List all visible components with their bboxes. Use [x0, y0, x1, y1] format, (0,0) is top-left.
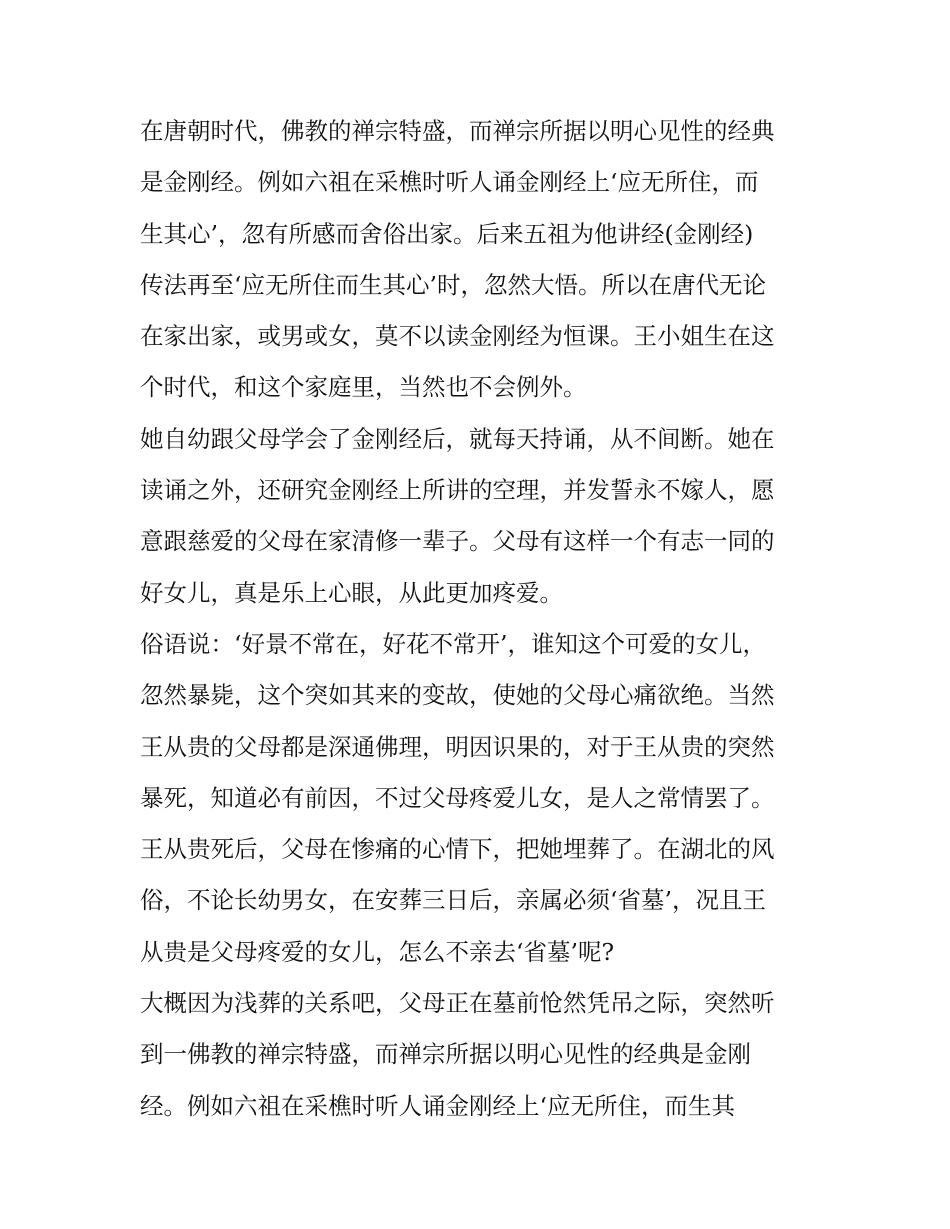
- text-line: 暴死，知道必有前因，不过父母疼爱儿女，是人之常情罢了。: [140, 783, 775, 812]
- text-line: 是金刚经。例如六祖在采樵时听人诵金刚经上‘应无所住，而: [140, 168, 759, 197]
- text-line: 大概因为浅葬的关系吧，父母正在墓前怆然凭吊之际，突然听: [140, 989, 775, 1018]
- text-line: 在唐朝时代，佛教的禅宗特盛，而禅宗所据以明心见性的经典: [140, 117, 775, 145]
- text-line: 到一佛教的禅宗特盛，而禅宗所据以明心见性的经典是金刚: [140, 1040, 751, 1069]
- body-text: [140, 106, 820, 1132]
- text-line: 生其心’，忽有所感而舍俗出家。后来五祖为他讲经(金刚经): [140, 219, 754, 248]
- text-line: 王从贵的父母都是深通佛理，明因识果的，对于王从贵的突然: [140, 732, 775, 761]
- text-line: 在家出家，或男或女，莫不以读金刚经为恒课。王小姐生在这: [140, 322, 775, 351]
- text-line: 她自幼跟父母学会了金刚经后，就每天持诵，从不间断。她在: [140, 424, 775, 453]
- text-line: 忽然暴毙，这个突如其来的变故，使她的父母心痛欲绝。当然: [140, 681, 775, 710]
- text-line: 俗，不论长幼男女，在安葬三日后，亲属必须‘省墓’，况且王: [140, 886, 766, 915]
- text-line: 王从贵死后，父母在惨痛的心情下，把她埋葬了。在湖北的风: [140, 835, 775, 864]
- text-line: 好女儿，真是乐上心眼，从此更加疼爱。: [140, 578, 563, 607]
- text-line: 意跟慈爱的父母在家清修一辈子。父母有这样一个有志一同的: [140, 527, 775, 556]
- text-line: 个时代，和这个家庭里，当然也不会例外。: [140, 373, 587, 402]
- text-line: 传法再至‘应无所住而生其心’时，忽然大悟。所以在唐代无论: [140, 270, 766, 299]
- text-line: 读诵之外，还研究金刚经上所讲的空理，并发誓永不嫁人，愿: [140, 476, 775, 505]
- text-line: 从贵是父母疼爱的女儿，怎么不亲去‘省墓’呢?: [140, 937, 615, 966]
- text-line: 俗语说：‘好景不常在，好花不常开’，谁知这个可爱的女儿，: [140, 629, 766, 658]
- text-line: 经。例如六祖在采樵时听人诵金刚经上‘应无所住，而生其: [140, 1091, 735, 1120]
